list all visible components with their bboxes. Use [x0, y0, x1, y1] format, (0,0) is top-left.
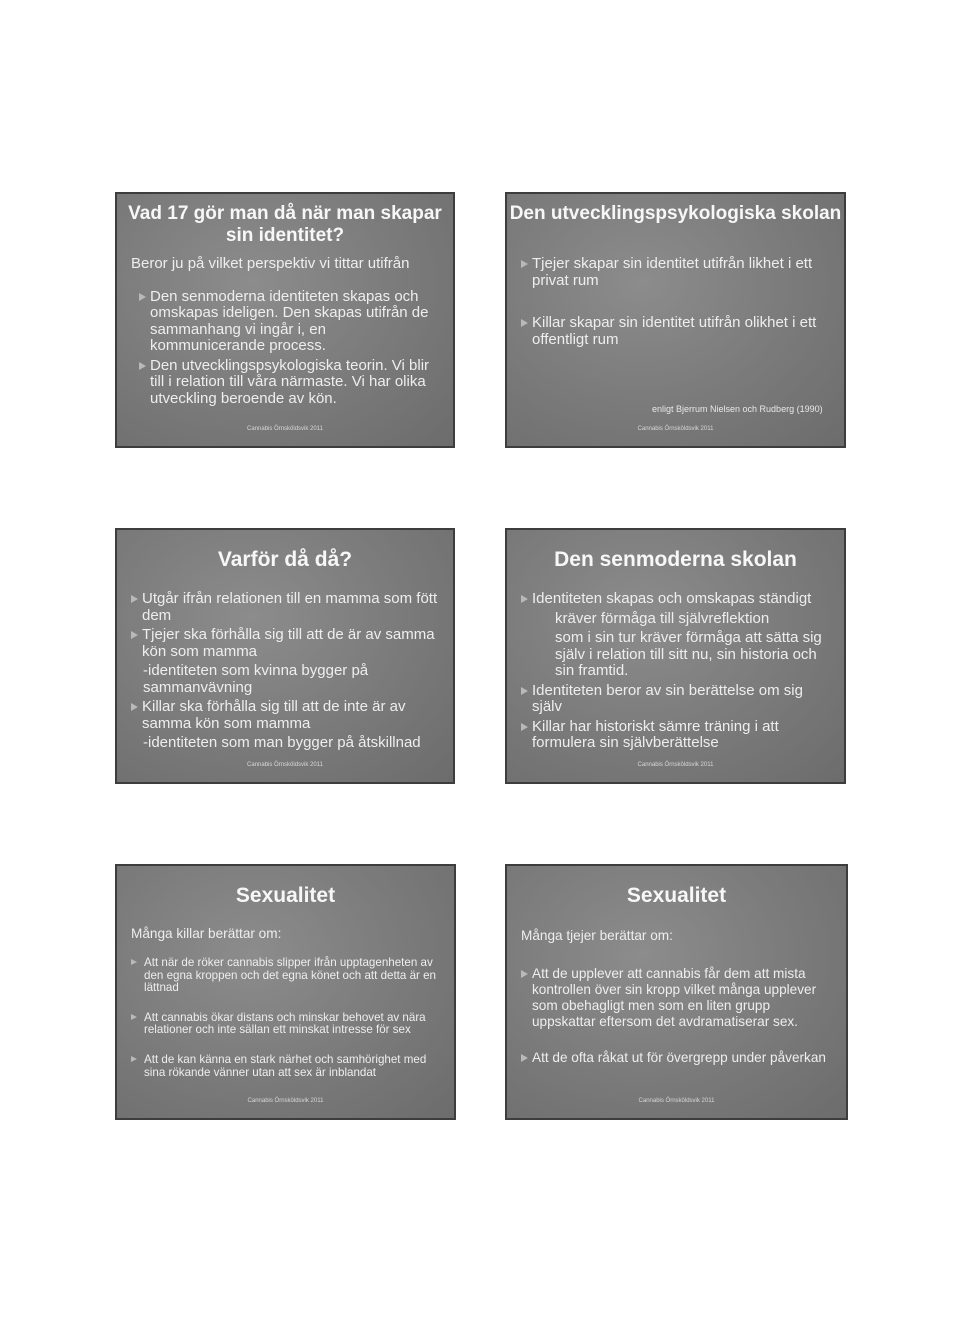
- bullet-item: [131, 1054, 440, 1079]
- slide-2: [505, 192, 846, 448]
- slide-title-line-2: sin identitet?: [225, 225, 345, 246]
- slide-footer: Cannabis Örnsköldsvik 2011: [247, 426, 323, 432]
- bullet-text: Killar har historiskt sämre träning i att formulera sin självberättelse: [532, 717, 779, 751]
- bullet-item: [521, 966, 832, 1030]
- slide-body: [521, 256, 832, 348]
- slide-title: Den senmoderna skolan: [554, 548, 797, 571]
- bullet-item: [139, 289, 443, 355]
- bullet-arrow-icon: [521, 687, 528, 695]
- slide-body: [521, 591, 834, 752]
- bullet-arrow-icon: [521, 595, 528, 603]
- bullet-text: Utgår ifrån relationen till en mamma som fött dem: [142, 590, 438, 624]
- slide-footer: Cannabis Örnsköldsvik 2011: [247, 1098, 324, 1104]
- intro-text: Beror ju på vilket perspektiv vi tittar utifrån: [131, 255, 410, 272]
- slide-title: Den utvecklingspsykologiska skolan: [509, 203, 842, 224]
- slide-title: [117, 203, 453, 247]
- bullet-text: Tjejer skapar sin identitet utifrån likhet i ett privat rum: [532, 255, 813, 289]
- bullet-text: Identiteten beror av sin berättelse om sig själv: [532, 681, 803, 715]
- slide-intro: Många tjejer berättar om:: [521, 928, 673, 943]
- slide-4: [505, 528, 846, 784]
- sub-text: -identiteten som kvinna bygger på sammanvävning: [143, 662, 369, 696]
- bullet-arrow-icon: [521, 260, 528, 268]
- bullet-text: Den utvecklingspsykologiska teorin. Vi blir till i relation till våra närmaste. Vi har olika utveckling beroende av kön.: [150, 356, 430, 407]
- bullet-text: Tjejer ska förhålla sig till att de är av samma kön som mamma: [142, 626, 435, 660]
- bullet-text: Killar ska förhålla sig till att de inte är av samma kön som mamma: [142, 698, 406, 732]
- slide-5: [115, 864, 456, 1120]
- slide-footer: Cannabis Örnsköldsvik 2011: [247, 762, 323, 768]
- bullet-arrow-icon: [139, 293, 146, 301]
- slide-body: [131, 591, 443, 752]
- bullet-item: [131, 957, 440, 995]
- slide-body: [131, 256, 443, 407]
- slide-1: [115, 192, 455, 448]
- bullet-item: [521, 256, 832, 289]
- bullet-arrow-icon: [131, 703, 138, 711]
- bullet-arrow-icon: [139, 362, 146, 370]
- bullet-text: Den senmoderna identiteten skapas och omskapas ideligen. Den skapas utifrån de sammanhang vi ingår i, en kommunicerande process.: [150, 287, 429, 354]
- bullet-arrow-icon: [521, 970, 528, 978]
- bullet-text: Att de upplever att cannabis får dem att mista kontrollen över sin kropp vilket många upplever som obehagligt men som en liten grupp uppskattar eftersom det avdramatiserar sex.: [532, 966, 817, 1029]
- bullet-arrow-icon: [131, 1056, 137, 1062]
- bullet-arrow-icon: [521, 319, 528, 327]
- bullet-text: Att de ofta råkat ut för övergrepp under påverkan: [532, 1050, 826, 1065]
- bullet-arrow-icon: [521, 723, 528, 731]
- bullet-arrow-icon: [131, 631, 138, 639]
- bullet-item: [521, 1050, 832, 1066]
- sub-text: som i sin tur kräver förmåga att sätta sig själv i relation till sitt nu, sin historia och sin framtid.: [555, 629, 822, 679]
- bullet-arrow-icon: [521, 1054, 528, 1062]
- slide-footer: Cannabis Örnsköldsvik 2011: [637, 426, 714, 432]
- bullet-item: [139, 358, 443, 408]
- bullet-item: [131, 1012, 440, 1037]
- slide-footer: Cannabis Örnsköldsvik 2011: [638, 1098, 715, 1104]
- bullet-text: Identiteten skapas och omskapas ständigt: [532, 590, 812, 607]
- bullet-item: [131, 591, 443, 624]
- slide-title-line-1: Vad 17 gör man då när man skapar: [128, 203, 442, 224]
- slide-footer: Cannabis Örnsköldsvik 2011: [637, 762, 714, 768]
- slide-3: [115, 528, 455, 784]
- citation-text: enligt Bjerrum Nielsen och Rudberg (1990): [652, 404, 823, 414]
- bullet-arrow-icon: [131, 1014, 137, 1020]
- bullet-item: [521, 683, 834, 716]
- bullet-text: Att cannabis ökar distans och minskar behovet av nära relationer och inte sällan ett minskat intresse för sex: [144, 1010, 426, 1037]
- slide-intro: Många killar berättar om:: [131, 926, 282, 941]
- slide-body: [521, 966, 832, 1066]
- bullet-text: Att när de röker cannabis slipper ifrån upptagenheten av den egna kroppen och det egna könet och att detta är en lättnad: [144, 956, 437, 995]
- slide-title: Sexualitet: [626, 884, 727, 907]
- slide-body: [131, 957, 440, 1079]
- bullet-item: [521, 719, 834, 752]
- bullet-item: [521, 315, 832, 348]
- bullet-text: Killar skapar sin identitet utifrån olikhet i ett offentligt rum: [532, 314, 817, 348]
- sub-text: -identiteten som man bygger på åtskillnad: [143, 734, 421, 751]
- slide-6: [505, 864, 848, 1120]
- bullet-item: [521, 591, 834, 608]
- slide-title: Sexualitet: [235, 884, 336, 907]
- bullet-text: Att de kan känna en stark närhet och samhörighet med sina rökande vänner utan att sex är inblandat: [144, 1052, 427, 1079]
- bullet-arrow-icon: [131, 595, 138, 603]
- slide-title: Varför då då?: [217, 548, 353, 571]
- bullet-item: [131, 699, 443, 732]
- bullet-item: [131, 627, 443, 660]
- sub-text: kräver förmåga till självreflektion: [555, 609, 770, 627]
- bullet-arrow-icon: [131, 959, 137, 965]
